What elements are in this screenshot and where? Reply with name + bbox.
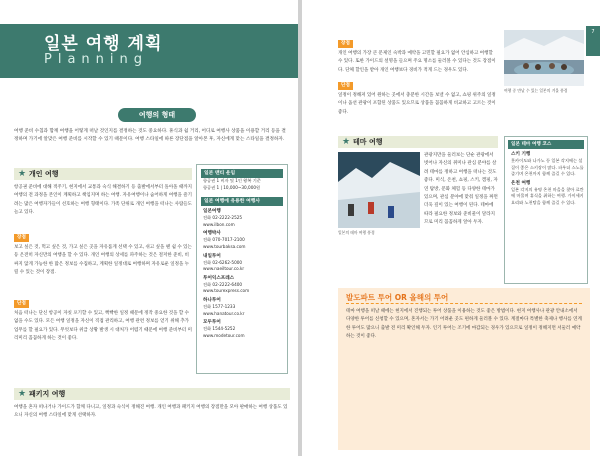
section-heading-individual <box>14 168 192 180</box>
page-title: 일본 여행 계획 <box>44 34 163 54</box>
individual-pros: 보고 싶은 것, 먹고 싶은 것, 가고 싶은 곳을 자유롭게 선택 수 있고, 쉬고 싶을 땐 쉴 수 있는 등 온전히 자신만의 여행을 할 수 있다. 개인 여행의 상세를 파주하는 것은 철저한 준비, 비싸지 않게 가능한 한 많은 정보를 수집하고, 계획한 일정대로 여행하며 자유로운 일정을 누릴 수 있는 것이 장점. <box>14 245 192 276</box>
theme-photo <box>338 152 420 228</box>
agency-site[interactable]: www.hanatour.co.kr <box>203 310 245 316</box>
cons-tag: 단점 <box>14 300 29 308</box>
intro-paragraph: 여행 준비 수칩과 함께 여행을 어떻게 떠날 것인지를 결정하는 것도 중요하다. 휴식과 쉴 거리, 어디로 여행사 상품을 이용할 거리 등을 결정하며 가기에 알맞은 여행 준비를 시작할 수 있기 때문이다. 여행 스타일에 따른 장단점을 알아본 후, 자신에게 맞는 스타일을 결정하자. <box>14 129 286 142</box>
star-icon: ★ <box>18 389 27 399</box>
star-icon: ★ <box>342 137 351 147</box>
agency-phone: 전화 070-7017-2100 <box>203 237 245 243</box>
special-tour-title: 발도파트 투어 OR 올해의 투어 <box>346 292 582 304</box>
section-heading-package <box>14 388 290 400</box>
individual-body: 항공권 준비에 대해 적주기, 현지에서 교통과 숙식 해결하기 등 출발에서부터 돌아올 때까지 여행의 전 과정을 본인이 계획하고 책임지며 하는 여행. 자유여행이나 숨어하게 여행을 즐기려는 많은 여행자가들이 선호하는 여행 형태이다. 가족 단위로 개인 여행을 떠나는 사람들도 늘고 있다. <box>14 185 193 216</box>
agency-name: 모두투어 <box>203 320 221 326</box>
page-subtitle: Planning <box>44 52 148 67</box>
agency-name: 내일투어 <box>203 253 221 259</box>
right-page-number-tab: 7 <box>586 26 600 56</box>
winter-onsen-photo <box>504 30 584 86</box>
agency-phone: 전화 1544-5252 <box>203 326 236 332</box>
section-heading-text: 패키지 여행 <box>29 390 66 398</box>
agency-site[interactable]: www.naeiltour.co.kr <box>203 266 245 272</box>
special-tour-body: 테마 여행을 떠날 때에는 현지에서 진행되는 투어 상품을 이용하는 것도 좋은 방법이다. 현지 여행사나 관광 안내소에서 다양한 투어를 신청할 수 있으며, 혼자서는 가기 어려운 곳도 편하게 둘러볼 수 있다. 계절마다 특별한 축제나 행사를 연계한 투어도 많으니 출발 전 미리 확인해 두자. 인기 투어는 조기에 마감되는 경우가 있으므로 일정이 정해지면 서둘러 예약하는 것이 좋다. <box>346 309 582 340</box>
section-pill: 여행의 형태 <box>118 108 196 122</box>
info-line: 항공권 1 비자 및 1인 왕복 기준 <box>203 178 261 183</box>
agency-info-box <box>196 164 288 374</box>
left-page <box>0 0 298 456</box>
individual-cons: 처음 떠나는 단신 항공이 자칫 포기할 수 있고, 빡빡한 일정 때문에 정작 중요한 것을 할 수 없을 수도 있다. 모든 여행 일정을 자신이 직접 관리하고, 여행 관련 정보를 얻기 위해 추가 업무를 할 필요가 있다. 무엇보다 위급 상황 발생 시 대처가 어렵기 때문에 여행 준비부터 미리미리 꼼꼼하게 하는 것이 좋다. <box>14 311 192 342</box>
section-heading-theme <box>338 136 498 148</box>
agency-site[interactable]: www.tourexpress.com <box>203 288 250 294</box>
agency-phone: 전화 02-2222-6400 <box>203 281 243 287</box>
agency-site[interactable]: www.ilbon.com <box>203 221 235 227</box>
info-box-heading: 일본 맨티 운임 <box>201 169 283 178</box>
agency-phone: 전화 02-6262-5000 <box>203 259 243 265</box>
section-heading-text: 테마 여행 <box>353 138 383 146</box>
agency-name: 일본여행 <box>203 209 221 215</box>
agency-site[interactable]: www.tourbaksa.com <box>203 243 246 249</box>
section-heading-text: 개인 여행 <box>29 170 59 178</box>
photo-caption: 일본의 테마 여행 풍경 <box>338 230 375 235</box>
agency-name: 하나투어 <box>203 297 221 303</box>
theme-body: 관광지만을 둘러보는 단순 관광에서 벗어나 자신의 취미나 관심 분야를 살려 테마를 정하고 여행을 떠나는 것도 좋다. 미식, 온천, 쇼핑, 스키, 캠핑, 자연 탐방, 문화 체험 등 다양한 테마가 있으며, 관심 분야에 맞춰 일정을 짜면 더욱 깊이 있는 여행이 된다. 테마에 따라 필요한 정보와 준비물이 달라지므로 미리 꼼꼼하게 알아 두자. <box>424 153 498 226</box>
photo-caption: 여행 중 만날 수 있는 일본의 겨울 풍경 <box>504 88 568 93</box>
theme-item-body: 홋카이도와 나가노 등 일본 각지에는 설질이 좋은 스키장이 많다. 파우더 스노를 즐기며 온천까지 함께 즐길 수 있다. <box>511 158 584 177</box>
theme-course-box <box>504 136 588 284</box>
agency-phone: 전화 02-2222-2525 <box>203 215 243 221</box>
agency-site[interactable]: www.modetour.com <box>203 332 245 338</box>
agency-name: 여행박사 <box>203 231 221 237</box>
theme-item-body: 일본 각지의 유명 온천 마을을 찾아 료칸에 머물며 휴식을 취하는 여행. 가이세키 요리와 노천탕을 함께 즐길 수 있다. <box>511 186 584 205</box>
package-body: 여행을 혼자 떠나거나 가이드가 함께 다니고, 일정과 숙식이 정해진 여행. 개인 여행과 패키지 여행의 장점만을 모아 판매하는 여행 상품도 있으니 자신의 여행 스타일에 맞게 선택하자. <box>14 405 288 419</box>
pros-tag: 장점 <box>14 234 29 242</box>
package-pros: 개인 여행의 가장 큰 문제인 숙박과 예약을 고민할 필요가 없어 안심하고 여행할 수 있다. 또한 가이드의 설명을 들으며 주요 명소를 둘러볼 수 있다는 것도 장점이다. 단체 할인을 받아 개인 여행보다 경비가 적게 드는 경우도 있다. <box>338 51 496 73</box>
theme-item-title: 스키 기행 <box>511 152 531 157</box>
agency-name: 투어익스프레스 <box>203 275 235 281</box>
star-icon: ★ <box>18 169 27 179</box>
agency-phone: 전화 1577-1233 <box>203 303 236 309</box>
package-cons: 일정이 정해져 있어 원하는 곳에서 충분한 시간을 보낼 수 없고, 쇼핑 위주의 일정이나 옵션 관광이 포함된 상품도 있으므로 상품을 꼼꼼하게 비교하고 고르는 것이 좋다. <box>338 93 496 115</box>
cons-tag: 단점 <box>338 82 353 90</box>
pros-tag: 장점 <box>338 40 353 48</box>
info-line: 항공권 1 | 10,000~30,000원 <box>203 184 261 190</box>
theme-box-heading: 일본 테마 여행 코스 <box>508 140 584 149</box>
page-header <box>0 24 298 78</box>
theme-item-title: 온천 여행 <box>511 180 531 186</box>
info-box-heading: 일본 여행에 유용한 여행사 <box>201 197 283 206</box>
